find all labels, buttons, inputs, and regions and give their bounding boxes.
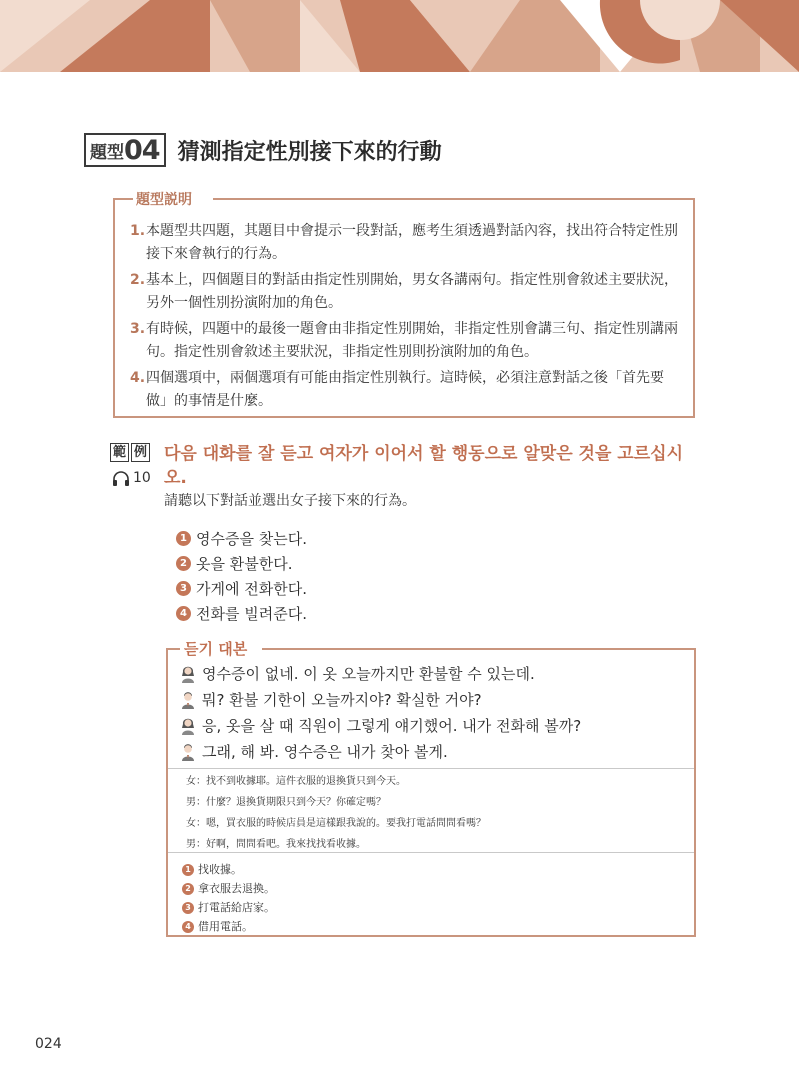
male-speaker-icon bbox=[180, 689, 196, 709]
dialogue-text: 영수증이 없네. 이 옷 오늘까지만 환불할 수 있는데. bbox=[202, 664, 535, 683]
option-text: 영수증을 찾는다. bbox=[196, 530, 307, 548]
explanation-item bbox=[130, 269, 680, 315]
option-number: 1 bbox=[182, 864, 194, 876]
divider bbox=[168, 852, 694, 853]
example-badge-char: 例 bbox=[131, 443, 150, 462]
female-speaker-icon bbox=[180, 663, 196, 683]
option-translation-text: 找收據。 bbox=[198, 863, 242, 876]
item-text: 四個選項中，兩個選項有可能由指定性別執行。這時候，必須注意對話之後「首先要做」的事情是什麼。 bbox=[146, 370, 664, 409]
example-badge bbox=[110, 443, 152, 462]
item-text: 本題型共四題，其題目中會提示一段對話，應考生須透過對話內容，找出符合特定性別接下來會執行的行為。 bbox=[146, 223, 678, 262]
example-badge-char: 範 bbox=[110, 443, 129, 462]
option-translation bbox=[182, 879, 275, 898]
answer-options bbox=[176, 527, 307, 627]
question-translation: 請聽以下對話並選出女子接下來的行為。 bbox=[164, 493, 416, 509]
explanation-item bbox=[130, 220, 680, 266]
decorative-banner bbox=[0, 0, 799, 72]
answer-option bbox=[176, 577, 307, 600]
option-number: 4 bbox=[182, 921, 194, 933]
audio-track-number: 10 bbox=[133, 470, 151, 486]
option-number: 3 bbox=[182, 902, 194, 914]
answer-option bbox=[176, 527, 307, 550]
translation-line: 男：什麼？退換貨期限只到今天？你確定嗎？ bbox=[186, 797, 386, 808]
explanation-item bbox=[130, 318, 680, 364]
headphones-icon bbox=[112, 471, 130, 486]
option-translation bbox=[182, 917, 275, 936]
question-text: 다음 대화를 잘 듣고 여자가 이어서 할 행동으로 알맞은 것을 고르십시오. bbox=[164, 444, 683, 488]
explanation-label: 題型説明 bbox=[136, 192, 192, 208]
male-speaker-icon bbox=[180, 741, 196, 761]
option-text: 가게에 전화한다. bbox=[196, 580, 307, 598]
option-translation bbox=[182, 898, 275, 917]
explanation-box-top-border bbox=[113, 198, 695, 200]
translation-line: 男：好啊，問問看吧。我來找找看收據。 bbox=[186, 839, 366, 850]
female-speaker-icon bbox=[180, 715, 196, 735]
dialogue-text: 응, 옷을 살 때 직원이 그렇게 얘기했어. 내가 전화해 볼까? bbox=[202, 716, 582, 735]
answer-option bbox=[176, 602, 307, 625]
option-translation-text: 拿衣服去退換。 bbox=[198, 882, 275, 895]
section-badge-prefix: 題型 bbox=[90, 142, 124, 163]
audio-track bbox=[112, 470, 151, 486]
option-number: 2 bbox=[176, 556, 191, 571]
option-translations bbox=[182, 860, 275, 936]
dialogue-text: 그래, 해 봐. 영수증은 내가 찾아 볼게. bbox=[202, 742, 448, 761]
option-number: 3 bbox=[176, 581, 191, 596]
section-header bbox=[84, 133, 442, 167]
translation-line: 女：找不到收據耶。這件衣服的退換貨只到今天。 bbox=[186, 776, 406, 787]
option-number: 1 bbox=[176, 531, 191, 546]
item-number: 1. bbox=[130, 223, 146, 239]
answer-option bbox=[176, 552, 307, 575]
option-number: 4 bbox=[176, 606, 191, 621]
dialogue-line bbox=[180, 712, 581, 738]
option-number: 2 bbox=[182, 883, 194, 895]
item-number: 2. bbox=[130, 272, 146, 288]
section-title: 猜測指定性別接下來的行動 bbox=[177, 139, 442, 165]
option-text: 옷을 환불한다. bbox=[196, 555, 293, 573]
dialogue-line bbox=[180, 738, 581, 764]
option-text: 전화를 빌려준다. bbox=[196, 605, 307, 623]
item-text: 有時候，四題中的最後一題會由非指定性別開始，非指定性別會講三句、指定性別講兩句。指定性別會敘述主要狀況，非指定性別則扮演附加的角色。 bbox=[146, 321, 678, 360]
script-label: 듣기 대본 bbox=[184, 640, 248, 658]
option-translation-text: 打電話給店家。 bbox=[198, 901, 275, 914]
translation-line: 女：嗯，買衣服的時候店員是這樣跟我說的。要我打電話問問看嗎？ bbox=[186, 818, 486, 829]
dialogue-text: 뭐? 환불 기한이 오늘까지야? 확실한 거야? bbox=[202, 690, 482, 709]
dialogue bbox=[180, 660, 581, 764]
page-number: 024 bbox=[35, 1036, 62, 1052]
item-number: 4. bbox=[130, 370, 146, 386]
dialogue-line bbox=[180, 686, 581, 712]
dialogue-line bbox=[180, 660, 581, 686]
explanation-list bbox=[130, 220, 680, 416]
divider bbox=[168, 768, 694, 769]
section-badge-number: 04 bbox=[124, 134, 160, 166]
item-text: 基本上，四個題目的對話由指定性別開始，男女各講兩句。指定性別會敘述主要狀況，另外一個性別扮演附加的角色。 bbox=[146, 272, 678, 311]
section-badge bbox=[84, 133, 166, 167]
option-translation-text: 借用電話。 bbox=[198, 920, 253, 933]
dialogue-translation bbox=[186, 771, 486, 855]
explanation-item bbox=[130, 367, 680, 413]
item-number: 3. bbox=[130, 321, 146, 337]
option-translation bbox=[182, 860, 275, 879]
